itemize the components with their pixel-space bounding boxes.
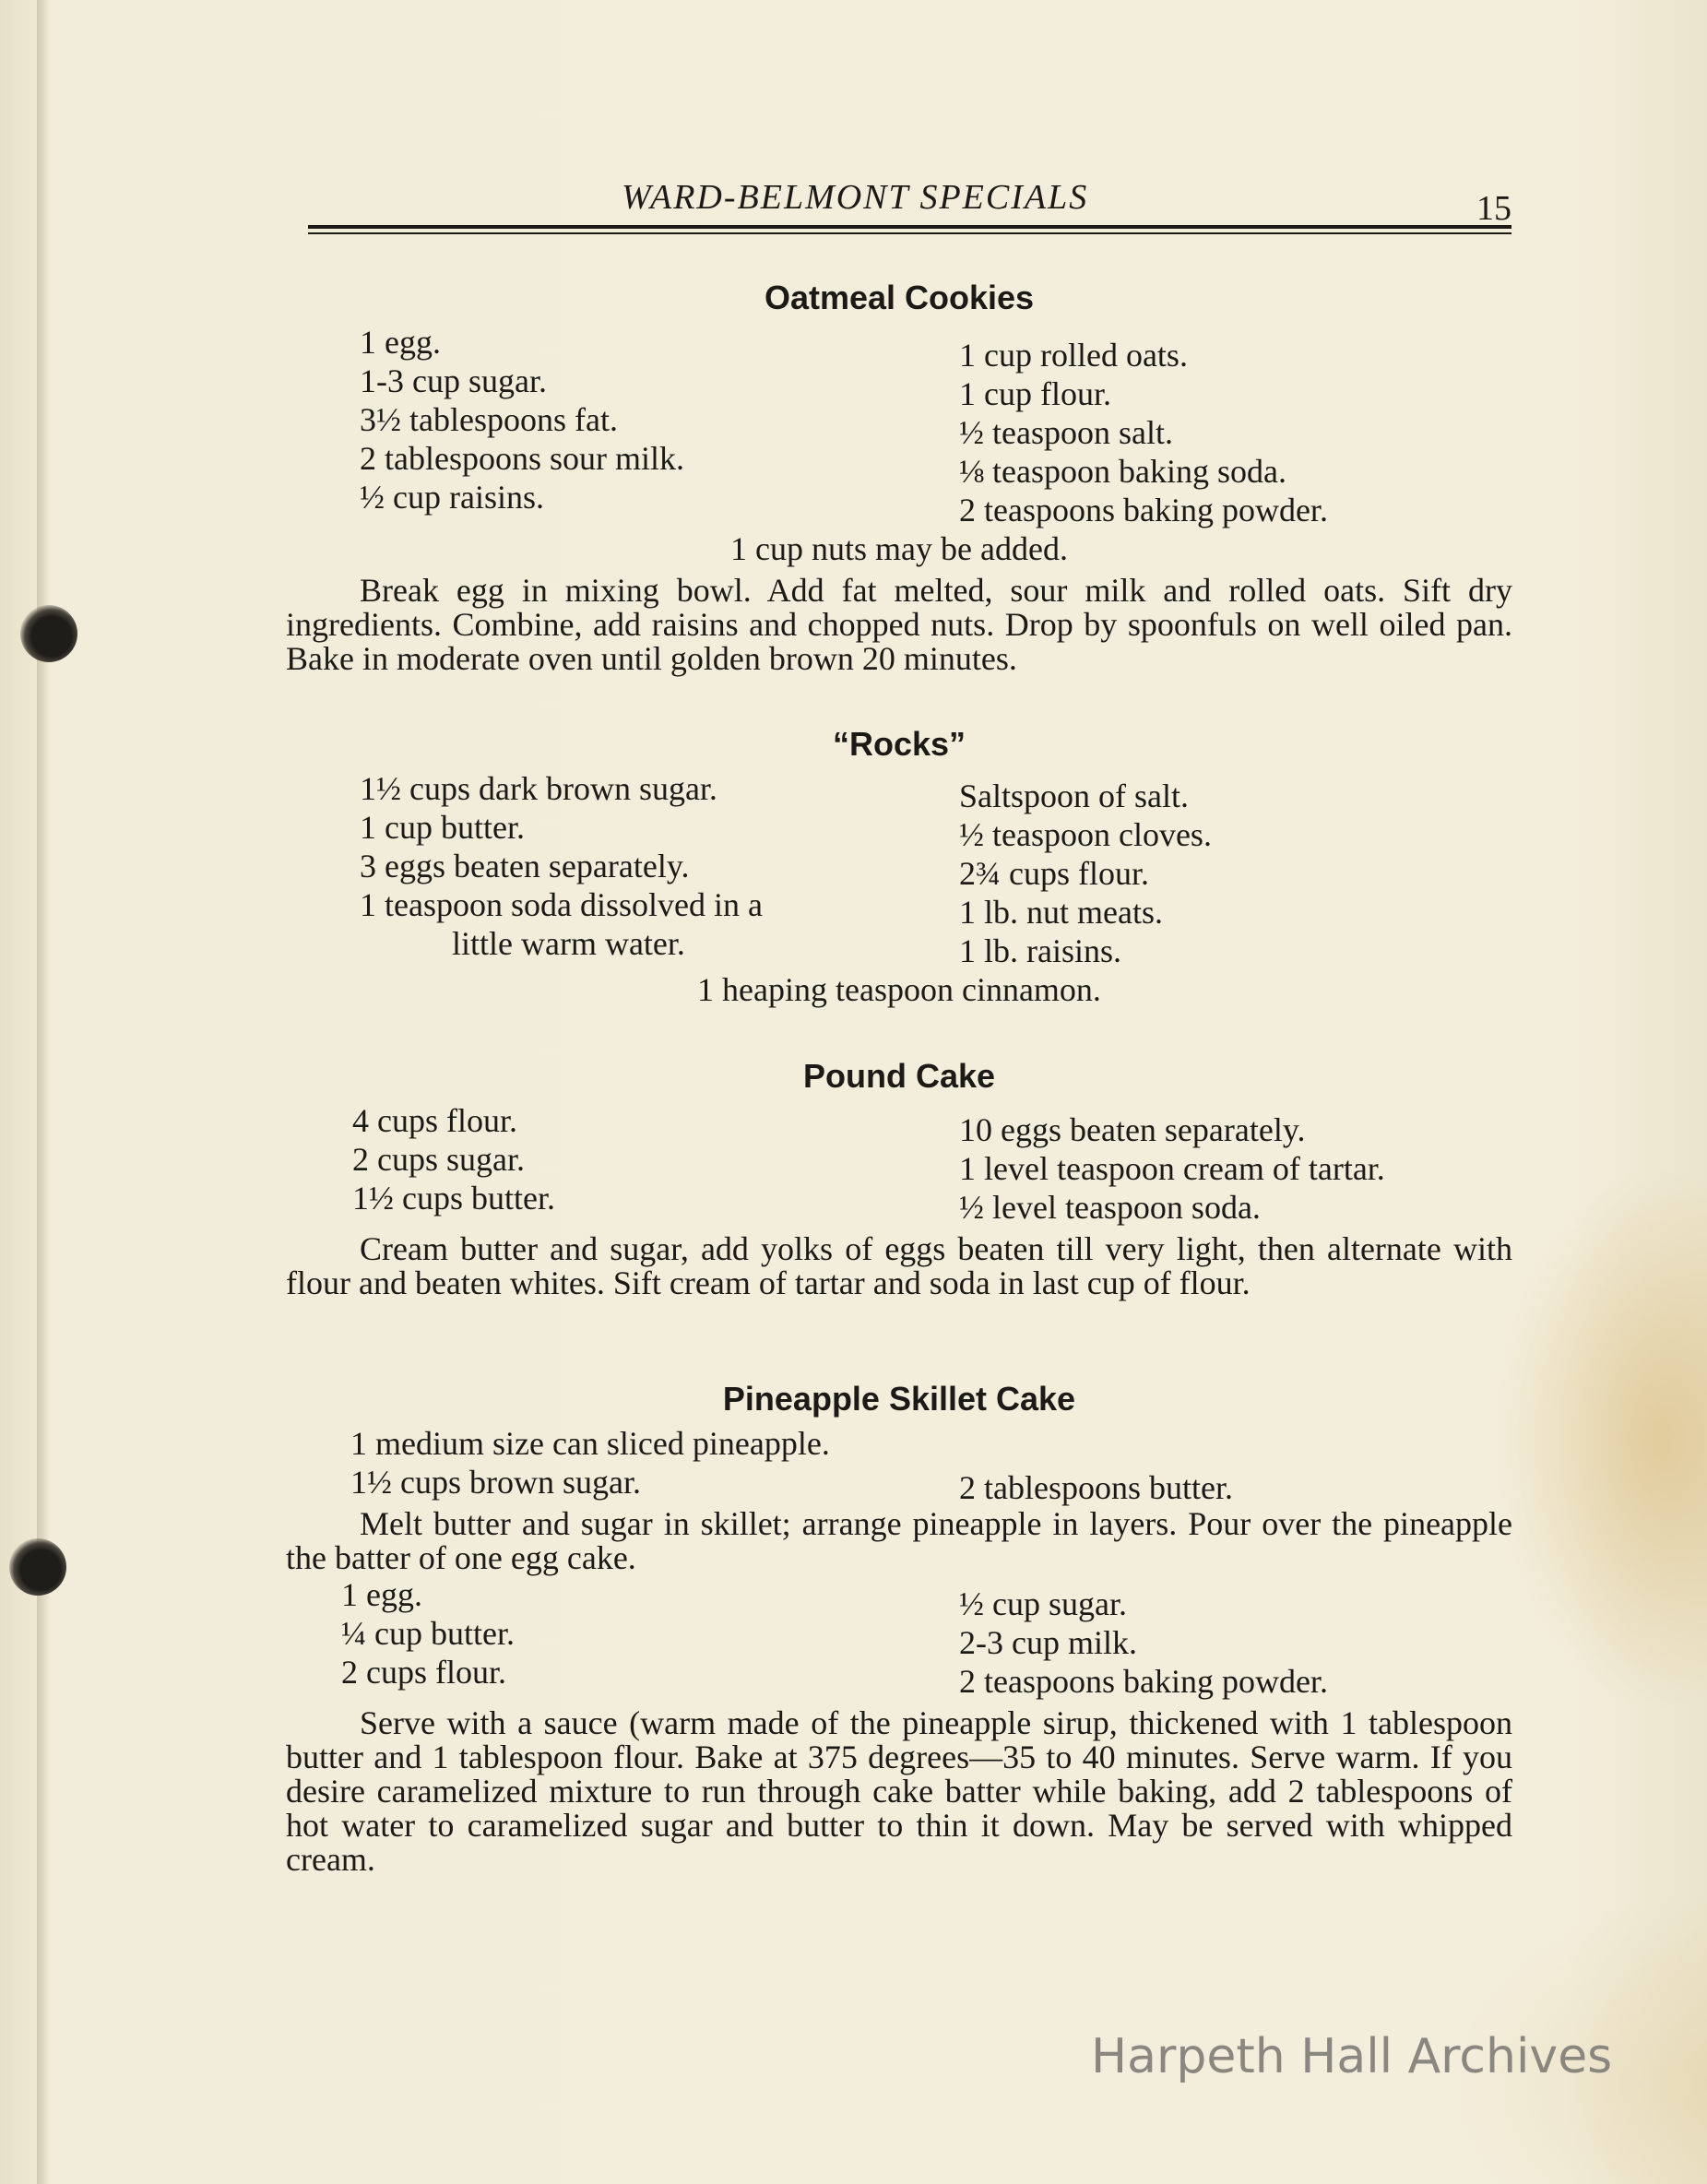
ingredient: 1-3 cup sugar. [360, 362, 547, 399]
ingredient: 4 cups flour. [352, 1102, 517, 1139]
recipe-note: 1 cup nuts may be added. [730, 530, 1068, 567]
binding-hole [9, 1538, 66, 1596]
ingredient: ½ cup raisins. [360, 479, 544, 516]
ingredients [286, 1101, 1512, 1227]
ingredient: 1 cup butter. [360, 809, 525, 846]
ingredient: 3 eggs beaten separately. [360, 848, 690, 884]
ingredients-right [959, 323, 1512, 529]
ingredient: 1 teaspoon soda dissolved in a [360, 886, 763, 923]
ingredients-left [286, 1575, 858, 1701]
ingredient: 2 teaspoons baking powder. [959, 492, 1328, 528]
ingredients-left [286, 769, 876, 970]
binding-hole [20, 605, 77, 662]
ingredient: ½ cup sugar. [959, 1585, 1127, 1622]
binding-gutter [37, 0, 50, 2184]
ingredient: ½ level teaspoon soda. [959, 1189, 1261, 1226]
recipe-title: “Rocks” [832, 725, 966, 763]
ingredient: ½ teaspoon cloves. [959, 816, 1212, 853]
ingredient: little warm water. [452, 925, 685, 962]
batter-ingredients [286, 1575, 1512, 1701]
recipe-directions: Break egg in mixing bowl. Add fat melted, sour milk and rolled oats. Sift dry ingredients. Combine, add raisins and chopped nuts. Drop by spoonfuls on well oiled pan. Bake in moderate oven until golden brown 20 minutes. [286, 572, 1512, 677]
recipe-note: 1 heaping teaspoon cinnamon. [697, 971, 1101, 1008]
recipe-pound-cake [286, 1057, 1512, 1300]
ingredients-right [959, 1575, 1512, 1701]
recipe-rocks [286, 725, 1512, 1009]
ingredient: ¼ cup butter. [341, 1615, 515, 1652]
ingredients [286, 1463, 1512, 1507]
recipe-pineapple-skillet-cake [286, 1380, 1512, 1877]
ingredient: 2 cups flour. [341, 1654, 506, 1691]
ingredient: 10 eggs beaten separately. [959, 1111, 1306, 1148]
header-rule [308, 232, 1511, 234]
recipe-title: Pound Cake [802, 1057, 996, 1095]
ingredient: 1½ cups butter. [352, 1180, 555, 1217]
ingredients-left [286, 323, 876, 529]
ingredient: 2 tablespoons butter. [959, 1469, 1233, 1506]
ingredient: 1 cup flour. [959, 375, 1111, 412]
recipe-title: Pineapple Skillet Cake [722, 1380, 1076, 1418]
ingredients-left [286, 1101, 869, 1227]
recipe-directions: Cream butter and sugar, add yolks of eggs beaten till very light, then alternate with flour and beaten whites. Sift cream of tartar and soda in last cup of flour. [286, 1230, 1512, 1301]
page-number: 15 [1476, 189, 1511, 228]
recipe-directions: Serve with a sauce (warm made of the pineapple sirup, thickened with 1 tablespoon butter and 1 tablespoon flour. Bake at 375 degrees—35 to 40 minutes. Serve warm. If you desire caramelized mixture to run through cake batter while baking, add 2 tablespoons of hot water to caramelized sugar and butter to thin it down. May be served with whipped cream. [286, 1704, 1512, 1878]
ingredients-right [959, 1101, 1512, 1227]
running-head: WARD-BELMONT SPECIALS [622, 178, 1089, 217]
ingredient: 2-3 cup milk. [959, 1624, 1137, 1661]
recipe-oatmeal-cookies [286, 279, 1512, 676]
ingredient: ⅛ teaspoon baking soda. [959, 453, 1286, 490]
ingredient: 1½ cups brown sugar. [350, 1464, 641, 1501]
ingredient: 1 level teaspoon cream of tartar. [959, 1150, 1385, 1187]
ingredient: 1 egg. [341, 1576, 422, 1613]
ingredients [286, 323, 1512, 529]
recipe-title: Oatmeal Cookies [764, 279, 1035, 316]
ingredient: 2 tablespoons sour milk. [360, 440, 684, 477]
ingredients [286, 769, 1512, 970]
ingredient: 2 teaspoons baking powder. [959, 1663, 1328, 1700]
ingredient: 1 egg. [360, 324, 441, 361]
ingredient: 1 cup rolled oats. [959, 337, 1188, 374]
ingredient: 2 cups sugar. [352, 1141, 525, 1178]
ingredient: 1 lb. nut meats. [959, 894, 1163, 931]
ingredient: 1 lb. raisins. [959, 932, 1121, 969]
ingredient: 3½ tablespoons fat. [360, 401, 618, 438]
page-header [308, 177, 1511, 234]
ingredient: ½ teaspoon salt. [959, 414, 1173, 451]
ingredient: 1½ cups dark brown sugar. [360, 770, 717, 807]
archive-watermark: Harpeth Hall Archives [1091, 2029, 1613, 2084]
ingredient: 1 medium size can sliced pineapple. [350, 1425, 830, 1462]
header-rule [308, 225, 1511, 229]
ingredient: 2¾ cups flour. [959, 855, 1149, 892]
ingredients-right [959, 769, 1512, 970]
ingredient: Saltspoon of salt. [959, 777, 1189, 814]
recipe-directions: Melt butter and sugar in skillet; arrange pineapple in layers. Pour over the pineapple the batter of one egg cake. [286, 1505, 1512, 1576]
